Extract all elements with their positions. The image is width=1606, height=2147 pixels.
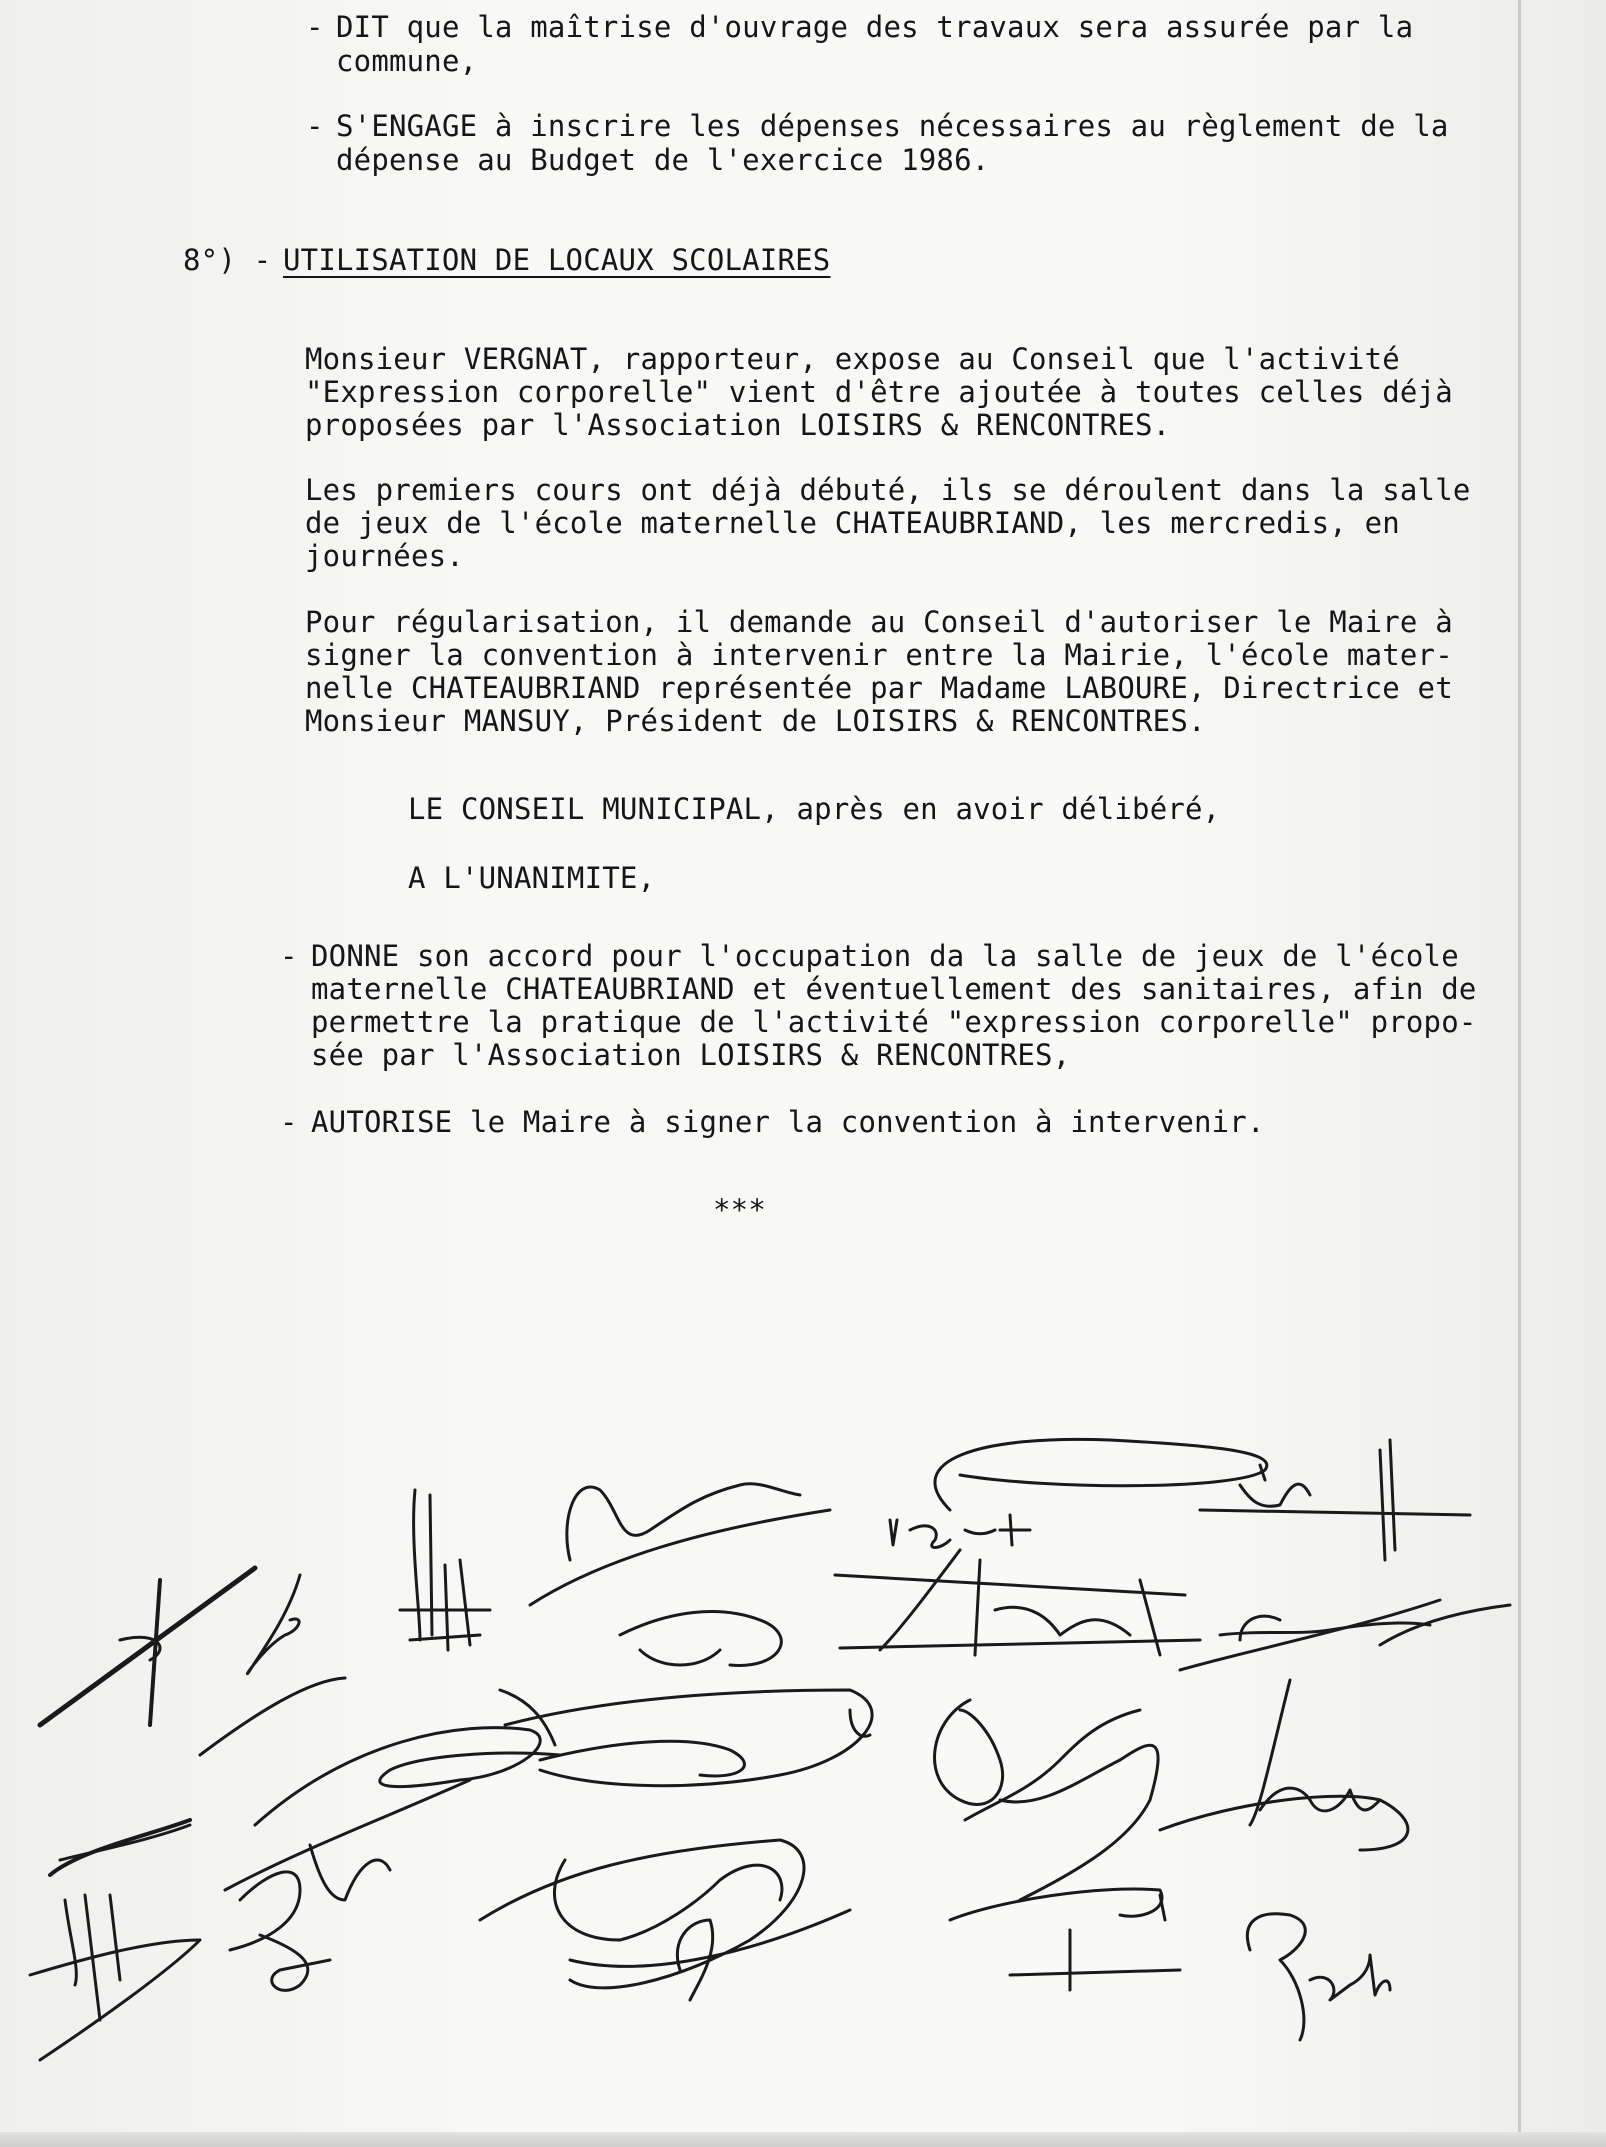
- section-title: UTILISATION DE LOCAUX SCOLAIRES: [283, 243, 831, 277]
- signature-6: [225, 1780, 470, 1990]
- paragraph-line: proposées par l'Association LOISIRS & RENCONTRES.: [305, 408, 1171, 442]
- vote-statement: A L'UNANIMITE,: [408, 861, 656, 895]
- separator: ***: [713, 1193, 766, 1227]
- signature-1: [40, 1568, 255, 1725]
- signature-8: [620, 1612, 781, 1666]
- decision-line: maternelle CHATEAUBRIAND et éventuellement des sanitaires, afin de: [311, 972, 1477, 1006]
- bullet-dash: -: [306, 10, 324, 44]
- paragraph-line: de jeux de l'école maternelle CHATEAUBRIAND, les mercredis, en: [305, 506, 1400, 540]
- paragraph-line: Les premiers cours ont déjà débuté, ils se déroulent dans la salle: [305, 473, 1471, 507]
- page-bottom-edge: [0, 2132, 1606, 2147]
- signature-5: [255, 1690, 560, 1825]
- signature-18: [1160, 1680, 1408, 1850]
- section-number: 8°) -: [183, 243, 272, 277]
- signature-19: [1247, 1914, 1390, 2040]
- paragraph-line: Monsieur MANSUY, Président de LOISIRS & RENCONTRES.: [305, 704, 1206, 738]
- bullet-dash: -: [280, 1105, 298, 1139]
- decision-line: sée par l'Association LOISIRS & RENCONTRES,: [311, 1038, 1071, 1072]
- signature-16: [1200, 1440, 1470, 1560]
- text-line: commune,: [336, 44, 478, 78]
- signatures-block: [0, 1380, 1520, 2120]
- paragraph-line: Monsieur VERGNAT, rapporteur, expose au Conseil que l'activité: [305, 342, 1400, 376]
- signature-13: [835, 1550, 1200, 1655]
- signature-7: [530, 1484, 830, 1605]
- signature-11: [935, 1439, 1267, 1510]
- text-line: S'ENGAGE à inscrire les dépenses nécessaires au règlement de la: [336, 109, 1449, 143]
- decision-line: permettre la pratique de l'activité "expression corporelle" propo-: [311, 1005, 1477, 1039]
- signature-17: [1180, 1600, 1510, 1670]
- signature-4: [400, 1490, 490, 1650]
- paragraph-line: Pour régularisation, il demande au Conseil d'autoriser le Maire à: [305, 605, 1453, 639]
- decision-line: AUTORISE le Maire à signer la convention à intervenir.: [311, 1105, 1265, 1139]
- signature-9: [505, 1690, 872, 1786]
- signature-2: [200, 1575, 345, 1755]
- bullet-dash: -: [280, 939, 298, 973]
- decision-line: DONNE son accord pour l'occupation da la salle de jeux de l'école: [311, 939, 1459, 973]
- paragraph-line: "Expression corporelle" vient d'être ajoutée à toutes celles déjà: [305, 375, 1453, 409]
- signature-3: [30, 1820, 200, 2060]
- signature-14: [935, 1700, 1159, 1900]
- paragraph-line: journées.: [305, 539, 464, 573]
- paragraph-line: signer la convention à intervenir entre la Mairie, l'école mater-: [305, 638, 1453, 672]
- text-line: DIT que la maîtrise d'ouvrage des travaux sera assurée par la: [336, 10, 1414, 44]
- text-line: dépense au Budget de l'exercice 1986.: [336, 143, 990, 177]
- bullet-dash: -: [306, 109, 324, 143]
- signature-12: [890, 1515, 1030, 1548]
- signature-15: [950, 1889, 1180, 1990]
- council-statement: LE CONSEIL MUNICIPAL, après en avoir délibéré,: [408, 792, 1221, 826]
- signature-10: [480, 1840, 850, 2000]
- paragraph-line: nelle CHATEAUBRIAND représentée par Madame LABOURE, Directrice et: [305, 671, 1453, 705]
